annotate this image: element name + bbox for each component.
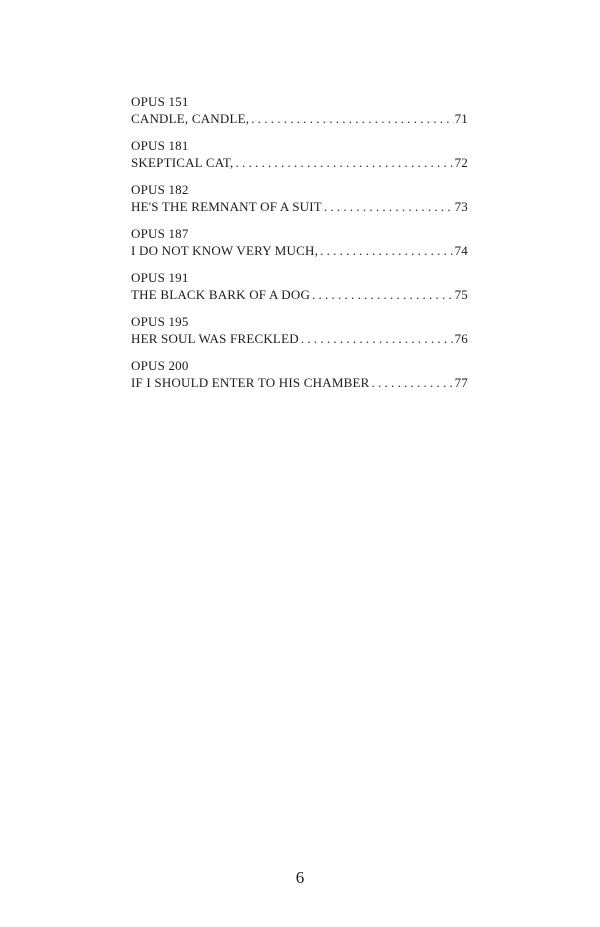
page-reference: 77 xyxy=(454,375,468,390)
toc-entry xyxy=(131,313,468,348)
toc-line xyxy=(131,330,468,348)
poem-title: I DO NOT KNOW VERY MUCH, xyxy=(131,243,319,258)
poem-title: HE'S THE REMNANT OF A SUIT xyxy=(131,199,322,214)
poem-title: IF I SHOULD ENTER TO HIS CHAMBER xyxy=(131,375,370,390)
dot-leader xyxy=(310,286,454,304)
opus-number: OPUS 182 xyxy=(131,182,189,197)
toc-entry xyxy=(131,137,468,172)
dot-leader xyxy=(318,242,454,260)
poem-title: CANDLE, CANDLE, xyxy=(131,111,250,126)
page-reference: 71 xyxy=(454,111,468,126)
toc-entry xyxy=(131,269,468,304)
toc-line xyxy=(131,110,468,128)
toc-line xyxy=(131,374,468,392)
opus-number: OPUS 187 xyxy=(131,226,189,241)
page-reference: 73 xyxy=(454,199,468,214)
dot-leader xyxy=(249,110,453,128)
table-of-contents xyxy=(131,93,468,401)
toc-entry xyxy=(131,357,468,392)
opus-number: OPUS 181 xyxy=(131,138,189,153)
toc-line xyxy=(131,242,468,260)
opus-number: OPUS 200 xyxy=(131,358,189,373)
poem-title: THE BLACK BARK OF A DOG xyxy=(131,287,311,302)
toc-entry xyxy=(131,225,468,260)
poem-title: SKEPTICAL CAT, xyxy=(131,155,234,170)
opus-number: OPUS 191 xyxy=(131,270,189,285)
dot-leader xyxy=(370,374,454,392)
dot-leader xyxy=(322,198,454,216)
toc-line xyxy=(131,154,468,172)
toc-line xyxy=(131,286,468,304)
toc-line xyxy=(131,198,468,216)
dot-leader xyxy=(299,330,454,348)
toc-entry xyxy=(131,181,468,216)
page-reference: 74 xyxy=(454,243,468,258)
page-reference: 76 xyxy=(454,331,468,346)
page-reference: 75 xyxy=(454,287,468,302)
page-reference: 72 xyxy=(454,155,468,170)
opus-number: OPUS 151 xyxy=(131,94,189,109)
opus-number: OPUS 195 xyxy=(131,314,189,329)
dot-leader xyxy=(233,154,453,172)
poem-title: HER SOUL WAS FRECKLED xyxy=(131,331,299,346)
page-number: 6 xyxy=(295,868,305,887)
toc-entry xyxy=(131,93,468,128)
